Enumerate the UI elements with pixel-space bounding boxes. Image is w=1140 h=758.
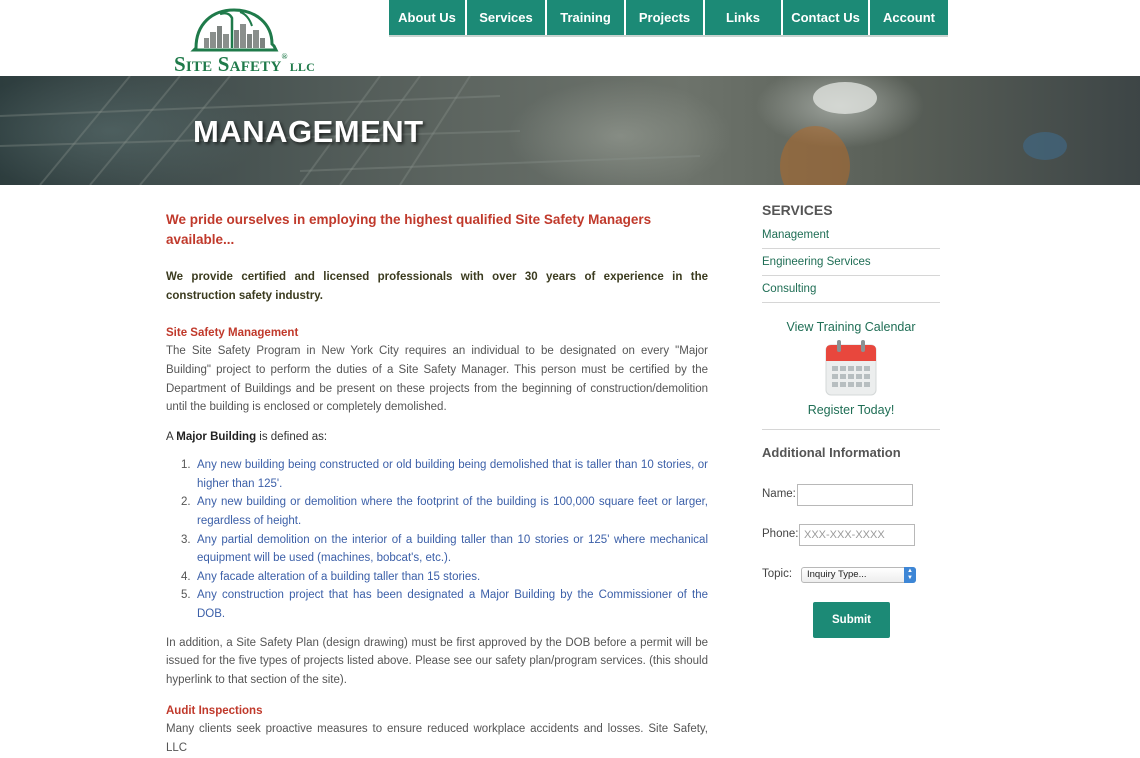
topic-selected-value: Inquiry Type... bbox=[807, 569, 867, 580]
list-number: 3. bbox=[181, 533, 191, 546]
training-calendar-box bbox=[762, 319, 940, 430]
list-text: Any construction project that has been designated a Major Building by the Commissioner of the DOB. bbox=[197, 589, 708, 620]
select-arrows-icon: ▲ ▼ bbox=[904, 567, 916, 583]
main-content bbox=[166, 210, 708, 758]
site-header bbox=[0, 0, 1140, 76]
logo-wordmark bbox=[174, 52, 315, 77]
section-body-site-safety-management: The Site Safety Program in New York City requires an individual to be designated on every "Major Building" project to perform the duties of a Site Safety Manager. This person must be certified by the Department of Buildings and be present on these projects from the beginning of construction/demolition until the building is enclosed or completely demolished. bbox=[166, 345, 708, 414]
nav-about-us[interactable]: About Us bbox=[389, 0, 467, 35]
view-training-calendar-link[interactable]: View Training Calendar bbox=[786, 320, 916, 334]
intro-text: We provide certified and licensed professionals with over 30 years of experience in the construction safety industry. bbox=[166, 271, 708, 302]
topic-select[interactable] bbox=[801, 567, 916, 583]
list-item bbox=[166, 586, 708, 623]
list-item bbox=[166, 531, 708, 568]
list-number: 2. bbox=[181, 496, 191, 509]
contact-form bbox=[762, 474, 940, 654]
phone-input[interactable] bbox=[799, 524, 915, 546]
phone-label: Phone: bbox=[762, 528, 799, 540]
site-safety-plan-text: In addition, a Site Safety Plan (design drawing) must be first approved by the DOB before a permit will be issued for the five types of projects listed above. Please see our safety plan/program services. (this should hyperlink to that section of the site). bbox=[166, 636, 708, 687]
nav-projects[interactable]: Projects bbox=[626, 0, 705, 35]
hard-hat-skyline-icon bbox=[190, 4, 280, 54]
list-item bbox=[166, 568, 708, 587]
calendar-icon[interactable] bbox=[825, 339, 877, 397]
sidebar-item-engineering-services[interactable]: Engineering Services bbox=[762, 249, 940, 276]
sidebar-item-management[interactable]: Management bbox=[762, 222, 940, 249]
definition-suffix: is defined as: bbox=[256, 431, 328, 444]
list-number: 5. bbox=[181, 589, 191, 602]
submit-button[interactable]: Submit bbox=[813, 602, 890, 638]
site-logo[interactable] bbox=[172, 4, 315, 76]
nav-services[interactable]: Services bbox=[467, 0, 547, 35]
name-label: Name: bbox=[762, 488, 796, 500]
list-item bbox=[166, 493, 708, 530]
list-number: 4. bbox=[181, 570, 191, 583]
list-text: Any facade alteration of a building taller than 15 stories. bbox=[197, 570, 481, 583]
nav-training[interactable]: Training bbox=[547, 0, 626, 35]
list-text: Any partial demolition on the interior of a building taller than 10 stories or 125' where mechanical equipment will be used (machines, bobcat's, etc.). bbox=[197, 533, 708, 565]
list-text: Any new building being constructed or old building being demolished that is taller than 10 stories, or higher than 125'. bbox=[197, 459, 708, 490]
list-number: 1. bbox=[181, 459, 191, 472]
nav-links[interactable]: Links bbox=[705, 0, 783, 35]
nav-contact-us[interactable]: Contact Us bbox=[783, 0, 870, 35]
major-building-definition bbox=[166, 428, 708, 446]
section-heading-audit-inspections: Audit Inspections bbox=[166, 704, 263, 717]
definition-term: Major Building bbox=[176, 431, 257, 444]
sidebar-services-links bbox=[762, 222, 940, 303]
section-body-audit-inspections: Many clients seek proactive measures to ensure reduced workplace accidents and losses. Site Safety, LLC bbox=[166, 722, 708, 754]
nav-account[interactable]: Account bbox=[870, 0, 948, 35]
page-title: MANAGEMENT bbox=[193, 114, 424, 149]
sidebar bbox=[762, 200, 940, 654]
list-item bbox=[166, 456, 708, 493]
sidebar-item-consulting[interactable]: Consulting bbox=[762, 276, 940, 303]
construction-photo-background bbox=[0, 76, 1140, 185]
definition-prefix: A bbox=[166, 431, 177, 444]
register-today-link[interactable]: Register Today! bbox=[807, 403, 895, 417]
hero-banner bbox=[0, 76, 1140, 185]
main-nav bbox=[389, 0, 948, 35]
tagline: We pride ourselves in employing the highest qualified Site Safety Managers available... bbox=[166, 212, 652, 247]
major-building-criteria-list bbox=[166, 456, 708, 623]
logo-brand-suffix: LLC bbox=[289, 60, 315, 74]
additional-information-title: Additional Information bbox=[762, 445, 901, 460]
topic-label: Topic: bbox=[762, 568, 793, 580]
logo-brand-name: Site Safety bbox=[174, 52, 282, 76]
list-text: Any new building or demolition where the footprint of the building is 100,000 square feet or larger, regardless of height. bbox=[197, 496, 708, 527]
registered-mark: ® bbox=[281, 52, 288, 61]
section-heading-site-safety-management: Site Safety Management bbox=[166, 327, 299, 339]
name-input[interactable] bbox=[797, 484, 913, 506]
sidebar-services-title: SERVICES bbox=[762, 202, 833, 218]
